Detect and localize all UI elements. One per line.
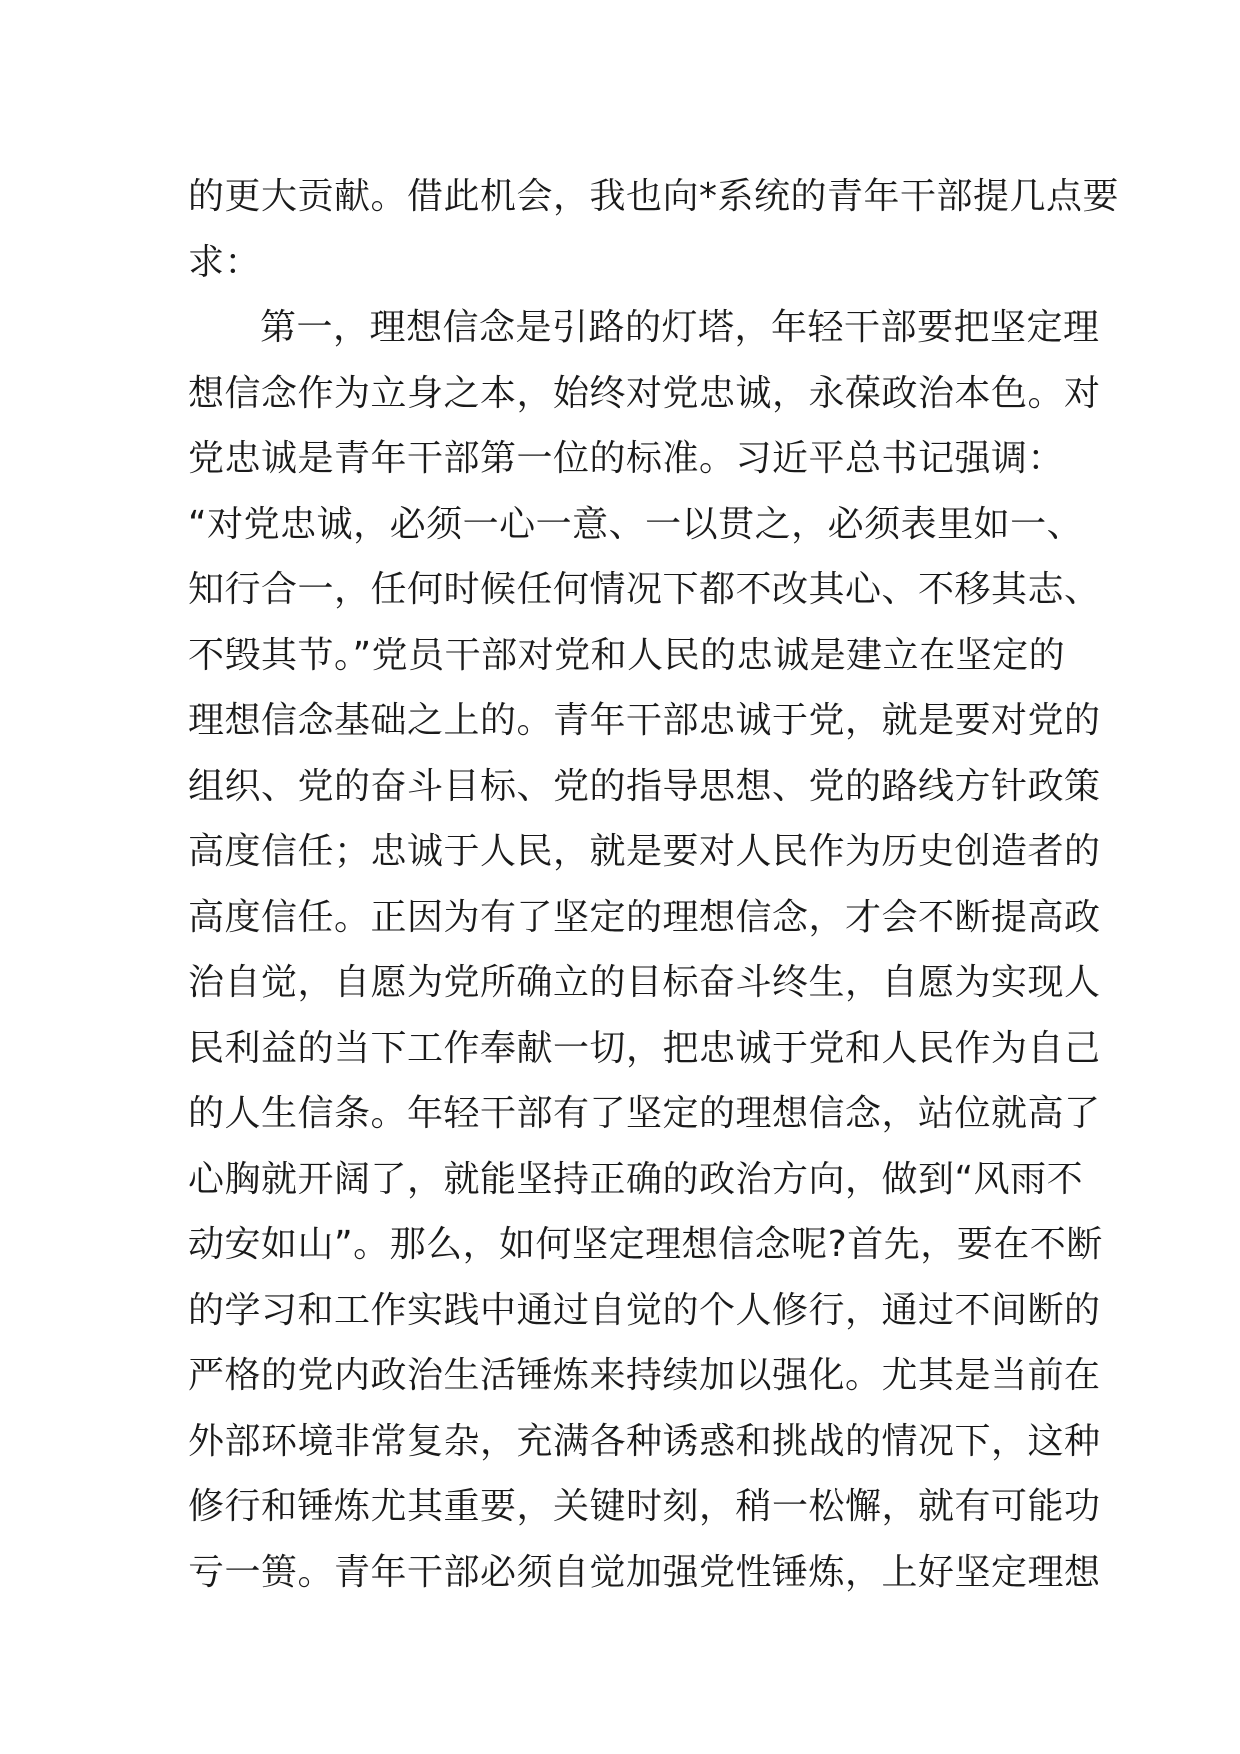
text-line: 修行和锤炼尤其重要，关键时刻，稍一松懈，就有可能功 bbox=[188, 1486, 1101, 1527]
text-line: 治自觉，自愿为党所确立的目标奋斗终生，自愿为实现人 bbox=[188, 962, 1101, 1003]
text-line: 动安如山”。那么，如何坚定理想信念呢?首先，要在不断 bbox=[188, 1224, 1103, 1265]
text-line: 的学习和工作实践中通过自觉的个人修行，通过不间断的 bbox=[188, 1289, 1101, 1331]
text-line: 高度信任。正因为有了坚定的理想信念，才会不断提高政 bbox=[188, 896, 1101, 938]
text-line: 外部环境非常复杂，充满各种诱惑和挑战的情况下，这种 bbox=[188, 1420, 1101, 1462]
text-line: 想信念作为立身之本，始终对党忠诚，永葆政治本色。对 bbox=[188, 372, 1101, 414]
text-line: 严格的党内政治生活锤炼来持续加以强化。尤其是当前在 bbox=[188, 1355, 1101, 1396]
text-line: 民利益的当下工作奉献一切，把忠诚于党和人民作为自己 bbox=[188, 1027, 1101, 1069]
text-line: 组织、党的奋斗目标、党的指导思想、党的路线方针政策 bbox=[188, 765, 1101, 807]
text-line: 党忠诚是青年干部第一位的标准。习近平总书记强调： bbox=[188, 438, 1065, 479]
text-line: 理想信念基础之上的。青年干部忠诚于党，就是要对党的 bbox=[188, 700, 1101, 741]
text-line: 亏一篑。青年干部必须自觉加强党性锤炼，上好坚定理想 bbox=[188, 1551, 1101, 1593]
text-line: 心胸就开阔了，就能坚持正确的政治方向，做到“风雨不 bbox=[188, 1158, 1084, 1200]
text-line: 的更大贡献。借此机会，我也向*系统的青年干部提几点要 bbox=[188, 176, 1120, 217]
text-line: 不毁其节。”党员干部对党和人民的忠诚是建立在坚定的 bbox=[188, 634, 1066, 676]
document-body bbox=[188, 164, 1120, 1605]
text-line: 知行合一，任何时候任何情况下都不改其心、不移其志、 bbox=[188, 569, 1101, 610]
text-line: 求： bbox=[188, 241, 262, 283]
text-line: 的人生信条。年轻干部有了坚定的理想信念，站位就高了 bbox=[188, 1093, 1101, 1134]
text-line: “对党忠诚，必须一心一意、一以贯之，必须表里如一、 bbox=[188, 503, 1084, 545]
text-line: 高度信任；忠诚于人民，就是要对人民作为历史创造者的 bbox=[188, 831, 1101, 872]
paragraph-first-line: 第一，理想信念是引路的灯塔，年轻干部要把坚定理 bbox=[260, 307, 1100, 348]
